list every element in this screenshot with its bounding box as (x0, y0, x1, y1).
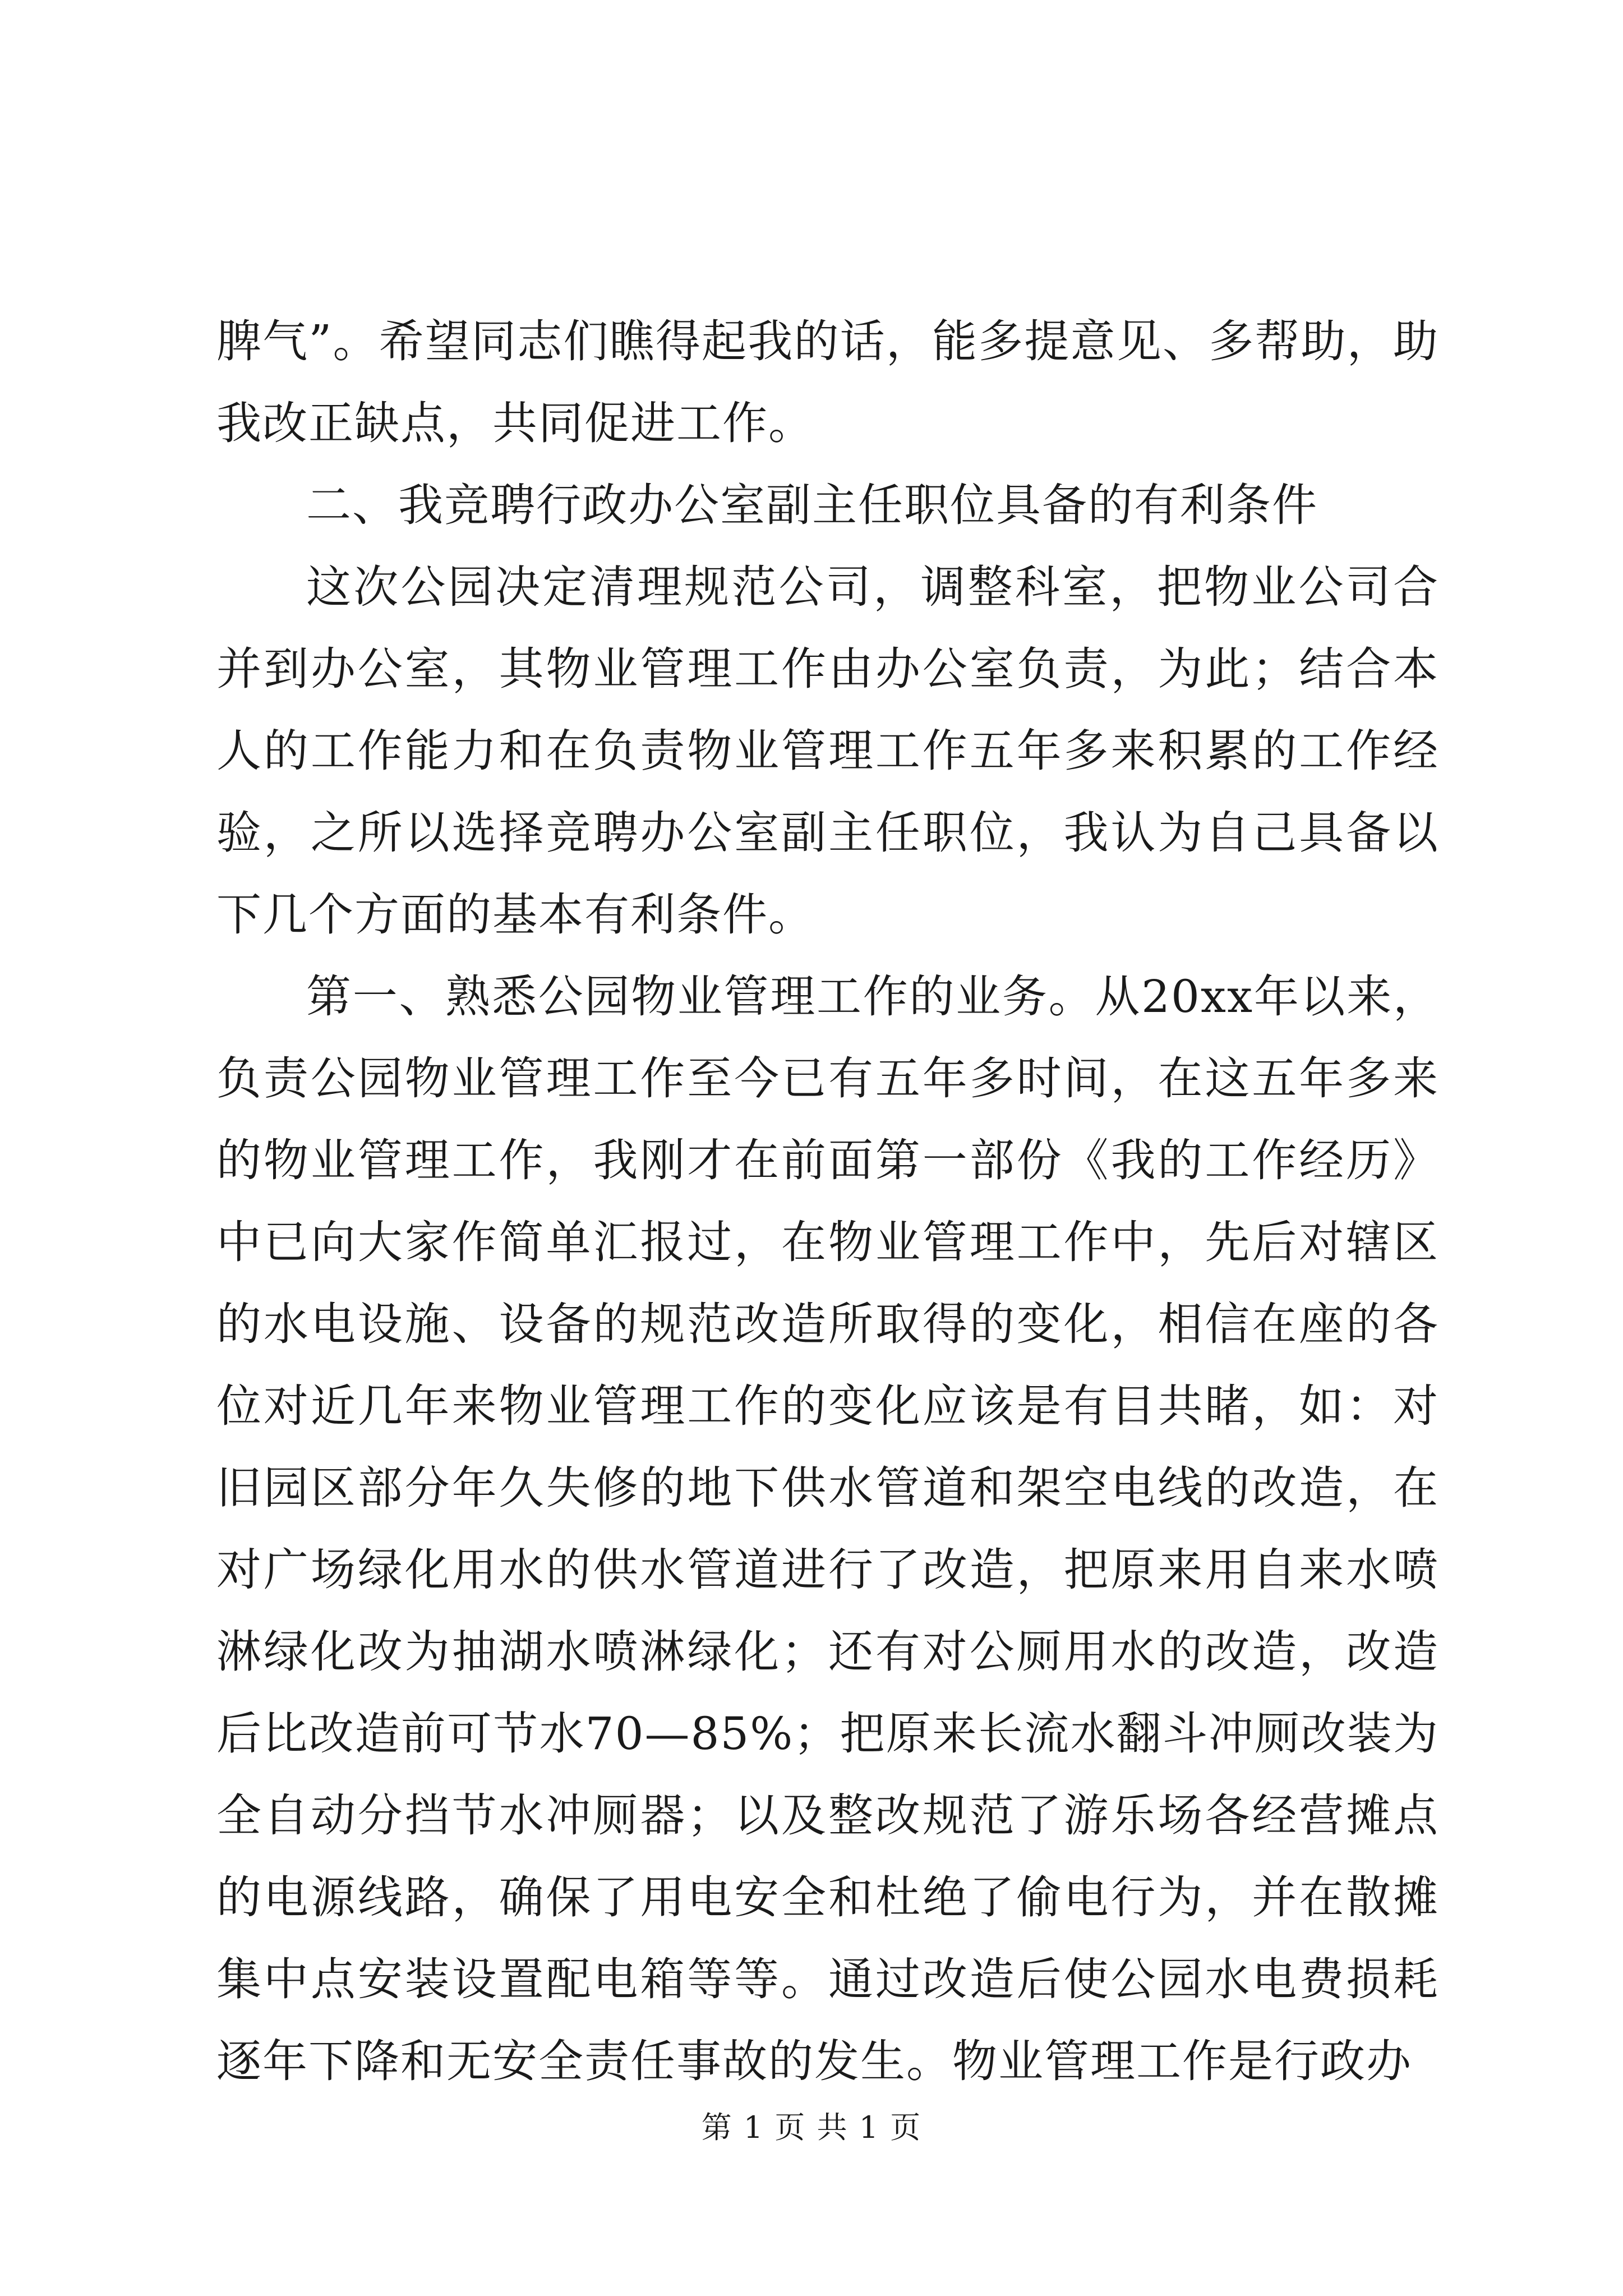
paragraph-background: 这次公园决定清理规范公司，调整科室，把物业公司合并到办公室，其物业管理工作由办公室负责，为此；结合本人的工作能力和在负责物业管理工作五年多来积累的工作经验，之所以选择竞聘办公室副主任职位，我认为自己具备以下几个方面的基本有利条件。 (216, 561, 1439, 941)
paragraph-continuation: 脾气”。希望同志们瞧得起我的话，能多提意见、多帮助，助我改正缺点，共同促进工作。 (216, 315, 1439, 449)
body-text (216, 301, 1439, 2102)
paragraph-first-point: 第一、熟悉公园物业管理工作的业务。从20xx年以来，负责公园物业管理工作至今已有五年多时间，在这五年多来的物业管理工作，我刚才在前面第一部份《我的工作经历》中已向大家作简单汇报过，在物业管理工作中，先后对辖区的水电设施、设备的规范改造所取得的变化，相信在座的各位对近几年来物业管理工作的变化应该是有目共睹，如：对旧园区部分年久失修的地下供水管道和架空电线的改造，在对广场绿化用水的供水管道进行了改造，把原来用自来水喷淋绿化改为抽湖水喷淋绿化；还有对公厕用水的改造，改造后比改造前可节水70—85%；把原来长流水翻斗冲厕改装为全自动分挡节水冲厕器；以及整改规范了游乐场各经营摊点的电源线路，确保了用电安全和杜绝了偷电行为，并在散摊集中点安装设置配电箱等等。通过改造后使公园水电费损耗逐年下降和无安全责任事故的发生。物业管理工作是行政办 (216, 970, 1439, 2087)
section-heading: 二、我竞聘行政办公室副主任职位具备的有利条件 (306, 479, 1318, 531)
page-footer: 第 1 页 共 1 页 (701, 2110, 922, 2145)
